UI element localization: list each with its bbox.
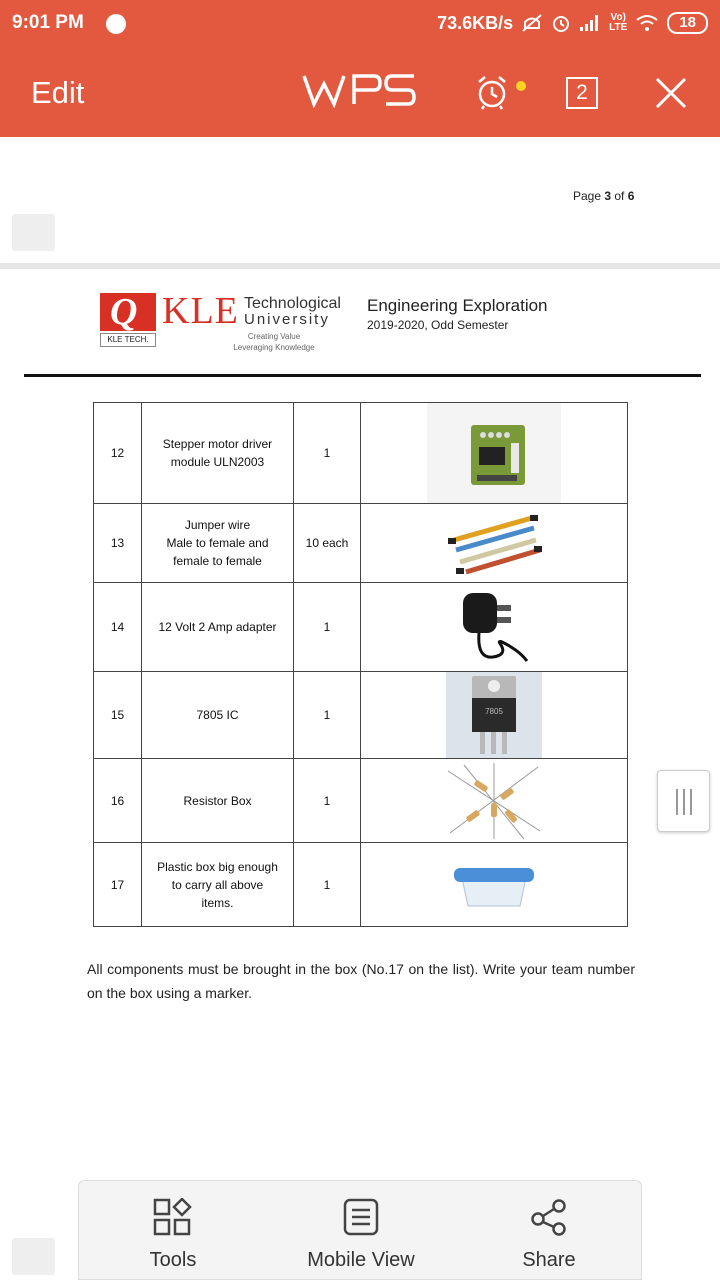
tagline-leveraging-knowledge: Leveraging Knowledge [233,343,315,352]
tools-button[interactable] [93,1181,253,1281]
item-number: 15 [94,672,142,759]
item-qty: 1 [294,759,361,843]
item-image-cell [361,403,628,504]
item-qty: 10 each [294,504,361,583]
scroll-handle[interactable] [657,770,710,832]
plastic-box-image [452,860,536,910]
mobile-view-label: Mobile View [307,1249,415,1271]
item-name: Resistor Box [142,759,294,843]
kle-logo [100,290,345,355]
item-image-cell [361,759,628,843]
header-rule [24,374,701,377]
table-row [94,504,628,583]
table-row [94,843,628,927]
table-row [94,583,628,672]
instruction-note: All components must be brought in the box (No.17 on the list). Write your team number on the box using a marker. [87,961,635,1001]
kle-university: University [244,311,330,328]
close-icon[interactable] [654,76,688,110]
item-number: 16 [94,759,142,843]
jumper-wires-image [444,510,544,576]
item-name: Plastic box big enough to carry all above items. [142,843,294,927]
app-toolbar [0,50,720,137]
page-indicator: Page 3 of 6 [573,189,635,203]
status-bar [0,0,720,50]
item-image-cell [361,843,628,927]
share-label: Share [522,1249,576,1271]
item-image-cell [361,672,628,759]
ic-7805-image [446,672,542,758]
page-thumbnail-placeholder [12,1238,55,1275]
alarm-icon [551,13,571,33]
mute-icon [521,13,543,33]
table-row [94,759,628,843]
tagline-creating-value: Creating Value [247,332,301,341]
ic-label: 7805 [485,707,503,716]
table-row [94,403,628,504]
kle-wordmark: KLE [162,290,239,332]
wps-logo [302,72,418,108]
alarm-clock-icon[interactable] [474,74,510,110]
kle-emblem: Q [100,293,156,331]
page-thumbnail-placeholder [12,214,55,251]
page-separator [0,263,720,269]
item-qty: 1 [294,403,361,504]
components-table [93,402,628,927]
item-name: 12 Volt 2 Amp adapter [142,583,294,672]
item-image-cell [361,504,628,583]
power-adapter-image [449,587,539,667]
notification-icon [106,14,126,34]
resistors-image [444,761,544,841]
item-name: Stepper motor driver module ULN2003 [142,403,294,504]
item-qty: 1 [294,843,361,927]
item-name: Jumper wire Male to female and female to female [142,504,294,583]
tools-icon [153,1198,193,1236]
share-button[interactable] [469,1181,629,1281]
stepper-driver-board-image [427,403,561,503]
table-row [94,672,628,759]
bottom-toolbar [78,1180,642,1280]
kle-tech-badge: KLE TECH. [100,333,156,347]
page-count-button[interactable]: 2 [566,77,598,109]
item-qty: 1 [294,583,361,672]
network-speed: 73.6KB/s [437,12,514,33]
item-name: 7805 IC [142,672,294,759]
item-number: 12 [94,403,142,504]
mobile-view-button[interactable] [281,1181,441,1281]
edit-button[interactable]: Edit [31,75,85,110]
mobile-view-icon [341,1198,381,1236]
item-number: 13 [94,504,142,583]
item-number: 14 [94,583,142,672]
semester-label: 2019-2020, Odd Semester [367,318,509,332]
status-time: 9:01 PM [12,12,84,33]
battery-icon: 18 [667,12,708,34]
item-image-cell [361,583,628,672]
wifi-icon [635,14,659,32]
share-icon [529,1198,569,1236]
volte-badge: Vo) LTE [609,12,628,33]
kle-technological: Technological [244,295,341,312]
course-title: Engineering Exploration [367,296,548,315]
item-qty: 1 [294,672,361,759]
tools-label: Tools [149,1249,197,1271]
signal-icon [579,14,601,32]
highlight-dot [516,81,526,91]
item-number: 17 [94,843,142,927]
